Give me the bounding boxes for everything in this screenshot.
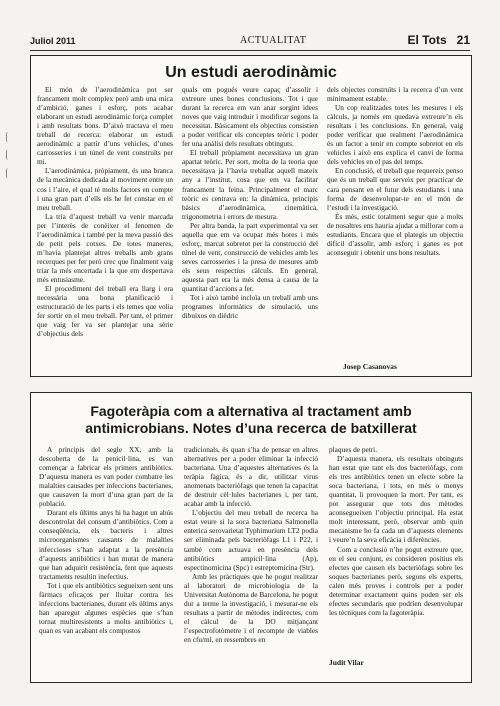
article-column-3 [327, 85, 463, 257]
paragraph: dels objectes construïts i la recerca d’un vent mínimament estable. [327, 85, 463, 104]
binding-mark [6, 168, 10, 178]
article-column-1 [37, 85, 173, 338]
article-title: Un estudi aerodinàmic [165, 64, 337, 81]
author-signature: Josep Casanovas [343, 362, 397, 371]
paragraph: L’aerodinàmica, pròpiament, és una branca de la mecànica dedicada al moviment entre un cos i l’aire, el qual té molts factors en compte i una gran part d’ells els he fet constar en el meu treball. [37, 166, 173, 212]
binding-mark [6, 150, 10, 160]
paragraph: El procediment del treball era llarg i era necessària una bona planificació i estructuració de les parts i els temes que volia fer sortir en el meu treball. Per tant, el primer que vaig fer va ser plantejar una sèrie d’objectius dels [37, 284, 173, 339]
paragraph: L’objectiu del meu treball de recerca ha estat veure si la soca bacteriana Salmonella enterica serovarietat Typhimurium LT2 podia ser eliminada pels bacteriòfags L1 i P22, i també com actuava en presència dels antibiòtics ampicil·lina (Ap), espectinomicina (Spc) i estreptomicina (Str). [184, 508, 318, 572]
article-column-2 [182, 85, 318, 320]
paragraph: A principis del segle XX, amb la descoberta de la penicil·lina, es van començar a fabricar els primers antibiòtics. D’aquesta manera es van poder combatre les malalties causades per infeccions bacterianes, que causaven la mort d’una gran part de la població. [39, 445, 173, 509]
binding-mark [6, 132, 10, 142]
paragraph: quals em pogués veure capaç d’assolir i extreure unes bones conclusions. Tot i que durant la recerca em van anar sorgint idees noves que vaig introduir i modificar segons la necessitat. Bàsicament els objectius consistien a poder verificar els conceptes teòric i poder fer una anàlisi dels resultats obtinguts. [182, 85, 318, 149]
magazine-name: El Tots [407, 33, 447, 47]
article-column-2 [184, 445, 318, 644]
paragraph: La tria d’aquest treball va venir marcada per l’interès de conèixer el fenomen de l’aerodinàmica i també per la meva passió des de petit pels cotxes. De totes maneres, m’havia plantejat altres treballs amb grans recerques per fer però crec que finalment vaig triar la més encertada i la que em despertava més entusiasme. [37, 211, 173, 284]
article-column-1 [39, 445, 173, 635]
page-header [30, 34, 470, 50]
paragraph: Durant els últims anys hi ha hagut un abús descontrolat del consum d’antibiòtics. Com a conseqüència, els bacteris i altres microorganismes causants de malalties infeccioses s’han adaptat a la presència d’aquests antibiòtics i han mutat de manera que han adquirit resistència, fent que aquests tractaments resultin inefectius. [39, 508, 173, 581]
paragraph: Per altra banda, la part experimental va ser aquella que em va ocupar més hores i més esforç, marcat sobretot per la construcció del túnel de vent, construcció de vehicles amb les seves carrosseries i la presa de mesures amb els seus respectius càlculs. En general, aquesta part era la més densa a causa de la quantitat d’accions a fer. [182, 220, 318, 294]
article-phagotherapy [30, 392, 472, 683]
paragraph: El treball pròpiament necessitava un gran apartat teòric. Per sort, molta de la teoria que necessitava ja l’havia treballat aquell mateix any a l’institut, cosa que em va facilitar francament la feina. Principalment el marc teòric es centrava en: la dinàmica, principis bàsics d’aerodinàmica, cinemàtica, trigonometria i errors de mesura. [182, 148, 318, 221]
paragraph: Un cop realitzades totes les mesures i els càlculs, ja només em quedava extreure’n els resultats i les conclusions. En general, vaig poder verificar que realment l’aerodinàmica és un factor a tenir en compte sobretot en els vehicles i això ens explica el canvi de forma dels vehicles en el pas del temps. [327, 103, 463, 167]
issue-date: Juliol 2011 [30, 36, 76, 46]
paragraph: D’aquesta manera, els resultats obtinguts han estat que tant els dos bacteriòfags, com els tres antibiòtics tenen un efecte sobre la soca bacteriana, i tots, en més o menys quantitat, li provoquen la mort. Per tant, es pot assegurar que tots dos mètodes aconsegueixen l’objectiu principal. Ha estat molt interessant, però, observar amb quin mecanisme ho fa cada un d’aquests elements i veure’n la seva eficàcia i diferències. [329, 454, 463, 545]
paragraph: Amb les pràctiques que he pogut realitzar al laboratori de microbiologia de la Universitat Autònoma de Barcelona, he pogut dur a terme la investigació, i mesurar-ne els resultats a partir de mètodes indirectes, com el càlcul de la DO mitjançant l’espectrofotòmetre i el recompte de viables en cfu/ml, en ressembres en [184, 571, 318, 644]
section-name: ACTUALITAT [240, 35, 307, 46]
paragraph: Tot i això també incloïa un treball amb uns programes informàtics de simulació, uns dibuixos en dièdric [182, 293, 318, 321]
paragraph: En conclusió, el treball que requereix penso que és un treball que serveix per practicar de cara pensant en el futur dels estudiants i una forma de desenvolupar-te en el món de l’estudi i la investigació. [327, 166, 463, 212]
header-rule [30, 50, 470, 51]
magazine-and-page [408, 33, 470, 47]
article-aerodynamics [30, 55, 472, 377]
paragraph: És més, estic totalment segur que a molts de nosaltres ens hauria ajudat a millorar com a estudiants. Encara que el plategis un objectiu difícil d’assolir, amb esforç i ganes es pot aconseguir i obtenir uns bons resultats. [327, 211, 463, 257]
author-signature: Judit Vilar [329, 658, 364, 667]
page-number: 21 [456, 33, 470, 47]
paragraph: Com a conclusió n’he pogut extreure que, en el seu conjunt, es consideren positius els efectes que causen els bacteriòfags sobre les soques bacterianes però, segons els experts, calen més proves i controls per a poder determinar exactament quins poden ser els efectes secundaris que podrien desenvolupar les tècniques com la fagoteràpia. [329, 544, 463, 617]
paragraph: tradicionals, és quan s’ha de pensar en altres alternatives per a poder eliminar la infecció bacteriana. Una d’aquestes alternatives és la teràpia fàgica, és a dir, utilitzar virus anomenats bacteriòfags que tenen la capacitat de destruir cèl·lules bacterianes i, per tant, acabar amb la infecció. [184, 445, 318, 509]
article-column-3 [329, 445, 463, 617]
paragraph: Tot i que els antibiòtics segueixen sent uns fàrmacs eficaços per lluitar contra les infeccions bacterianes, durant els últims anys han aparegut algunes espècies que s’han tornat multiresistents a molts antibiòtics i, quan es van acabant els compostos [39, 580, 173, 635]
article-title: Fagoteràpia com a alternativa al tractament amb antimicrobians. Notes d’una recerca de batxillerat [85, 403, 417, 436]
paragraph: El món de l’aerodinàmica pot ser francament molt complex però amb una mica d’ambició, ganes i esforç, pots acabar elaborant un estudi aerodinàmic força complet i amb resultats bons. D’això tractava el meu treball de recerca: elaborar un estudi aerodinàmic a partir d’uns vehicles, d’unes carrosseries i un túnel de vent construïts per mi. [37, 85, 173, 167]
paragraph: plaques de petri. [329, 445, 378, 454]
